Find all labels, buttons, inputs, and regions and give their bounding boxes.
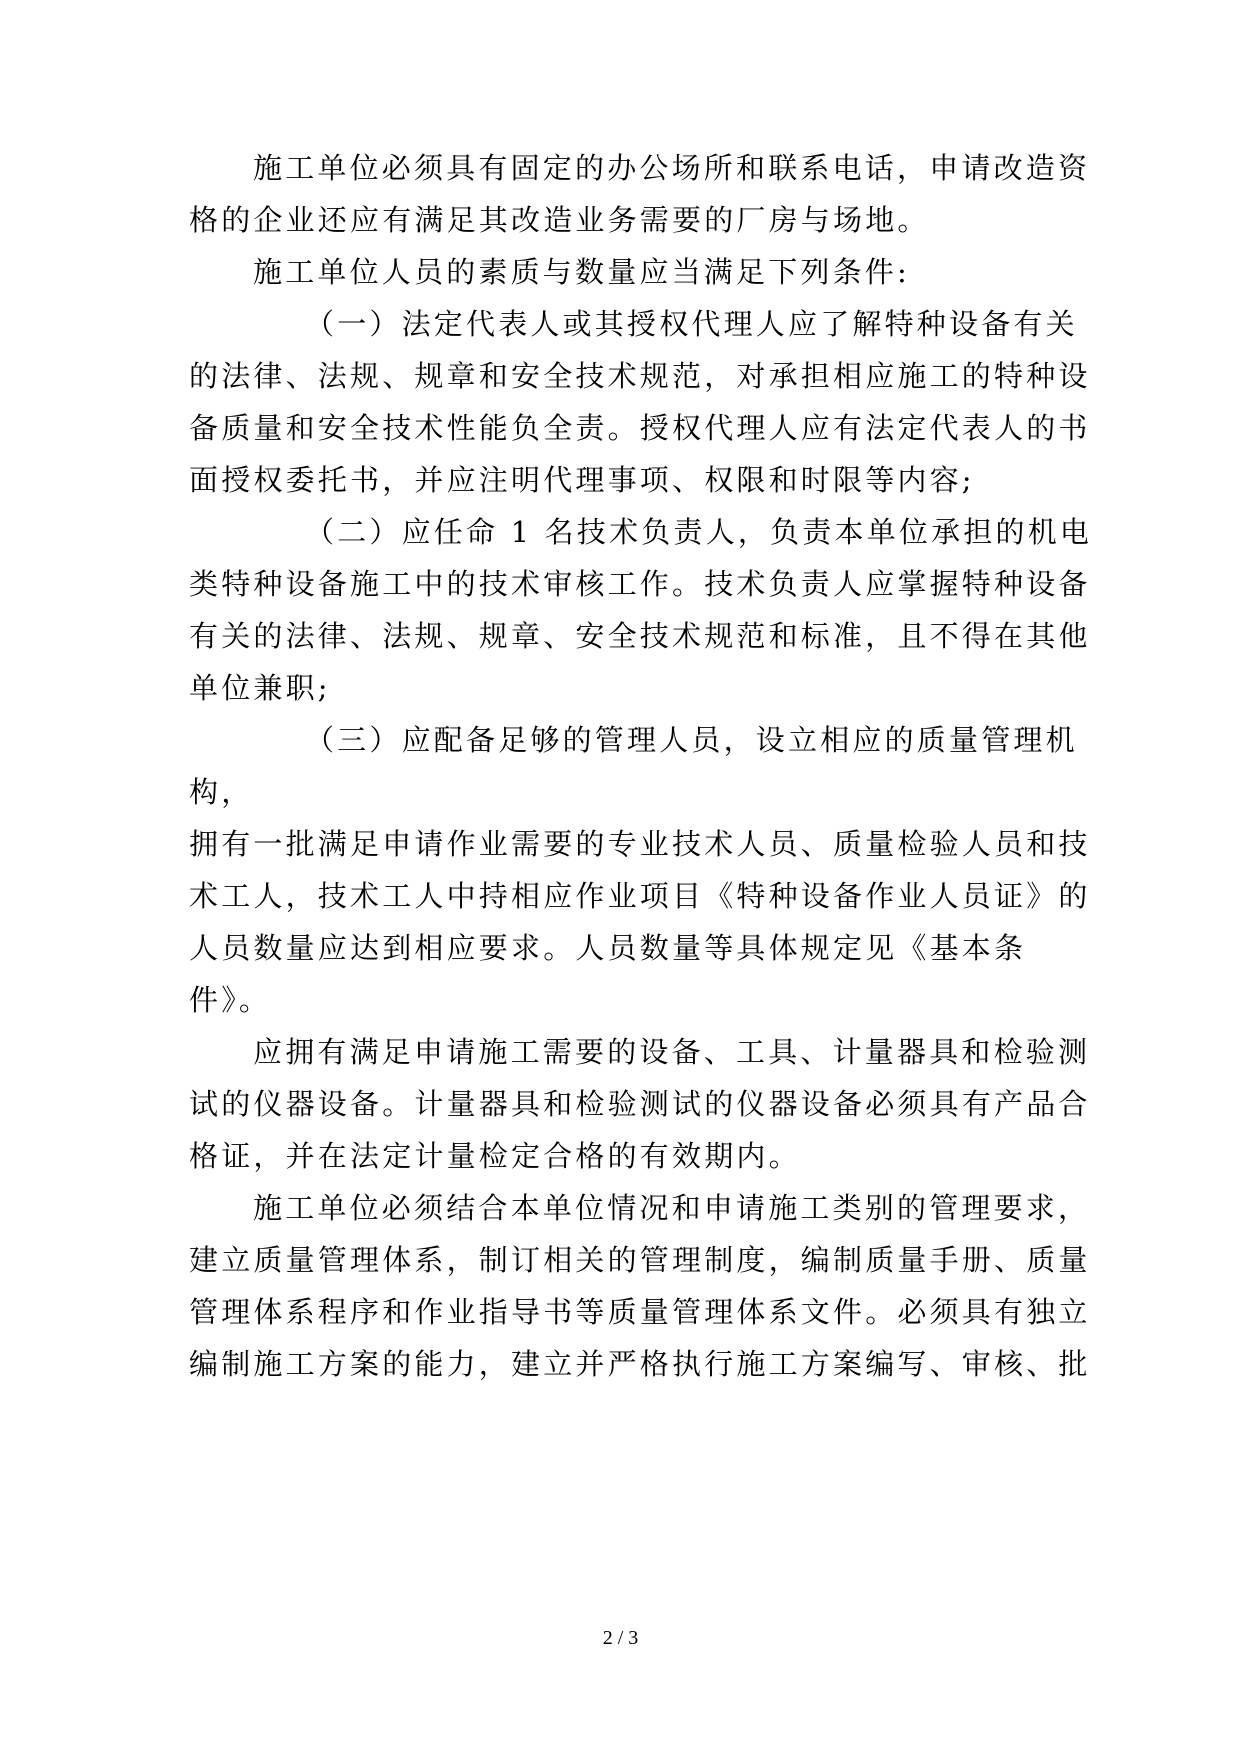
text-line: 应拥有满足申请施工需要的设备、工具、计量器具和检验测 [253, 1035, 1091, 1069]
text-line: 的法律、法规、规章和安全技术规范，对承担相应施工的特种设 [189, 359, 1091, 393]
text-line: （一）法定代表人或其授权代理人应了解特种设备有关 [305, 307, 1078, 341]
text-line: （三）应配备足够的管理人员，设立相应的质量管理机 [305, 723, 1078, 757]
text-line: 试的仪器设备。计量器具和检验测试的仪器设备必须具有产品合 [189, 1087, 1091, 1121]
text-line: 单位兼职; [189, 671, 331, 705]
text-line: 管理体系程序和作业指导书等质量管理体系文件。必须具有独立 [189, 1295, 1091, 1329]
text-line: 拥有一批满足申请作业需要的专业技术人员、质量检验人员和技 [189, 827, 1091, 861]
text-line: 术工人，技术工人中持相应作业项目《特种设备作业人员证》的 [189, 879, 1091, 913]
text-line: 人员数量应达到相应要求。人员数量等具体规定见《基本条 [189, 931, 1027, 965]
text-line: 有关的法律、法规、规章、安全技术规范和标准，且不得在其他 [189, 619, 1091, 653]
text-line: 件》。 [189, 983, 272, 1017]
text-line: 施工单位必须具有固定的办公场所和联系电话，申请改造资 [253, 151, 1091, 185]
text-line: 格证，并在法定计量检定合格的有效期内。 [189, 1139, 801, 1173]
text-line: 施工单位人员的素质与数量应当满足下列条件: [253, 255, 910, 289]
text-line: 编制施工方案的能力，建立并严格执行施工方案编写、审核、批 [189, 1347, 1091, 1381]
text-line: 备质量和安全技术性能负全责。授权代理人应有法定代表人的书 [189, 411, 1091, 445]
text-line: 建立质量管理体系，制订相关的管理制度，编制质量手册、质量 [189, 1243, 1091, 1277]
text-line: 格的企业还应有满足其改造业务需要的厂房与场地。 [189, 203, 930, 237]
text-line: 构， [189, 775, 254, 809]
text-line: 面授权委托书，并应注明代理事项、权限和时限等内容; [189, 463, 975, 497]
page-number: 2 / 3 [602, 1627, 639, 1649]
text-line: 类特种设备施工中的技术审核工作。技术负责人应掌握特种设备 [189, 567, 1091, 601]
text-line: 施工单位必须结合本单位情况和申请施工类别的管理要求， [253, 1191, 1091, 1225]
text-line: （二）应任命 1 名技术负责人，负责本单位承担的机电 [305, 515, 1093, 549]
